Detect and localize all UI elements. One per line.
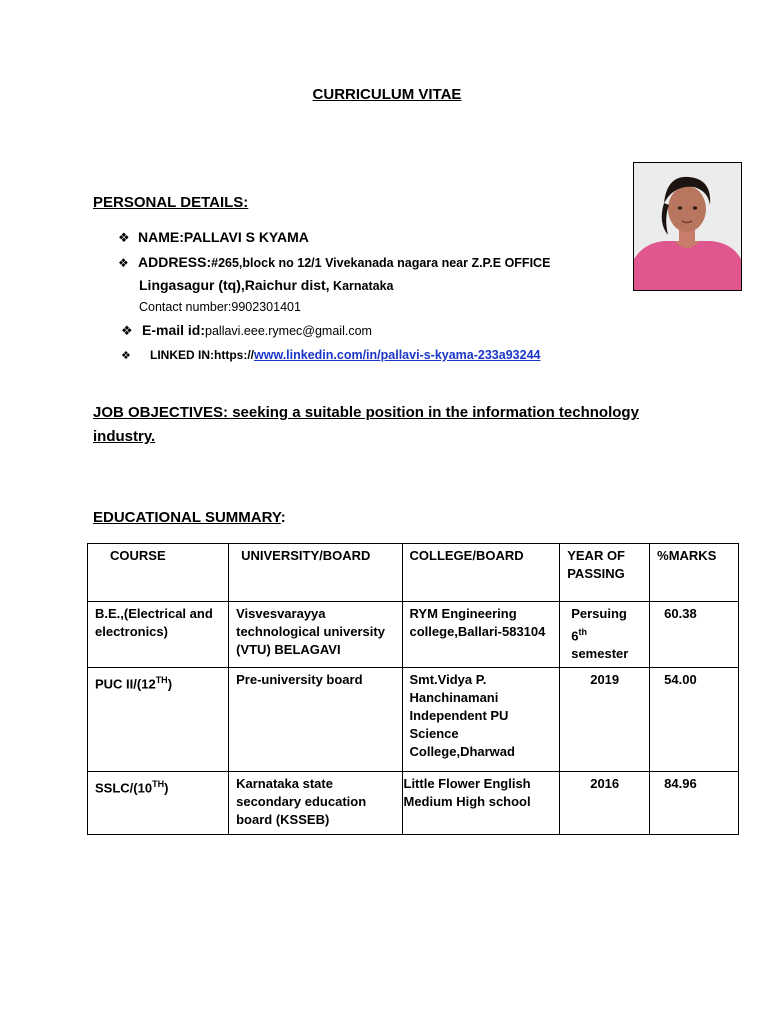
table-row — [88, 602, 739, 668]
cell-marks: 54.00 — [650, 668, 739, 772]
education-table — [87, 543, 739, 835]
linkedin-label: LINKED IN:https:// — [150, 348, 254, 362]
educational-summary-colon: : — [280, 509, 286, 526]
educational-summary-title: EDUCATIONAL SUMMARY — [93, 509, 281, 526]
profile-photo — [633, 162, 742, 291]
cell-college: Smt.Vidya P. Hanchinamani Independent PU Science College,Dharwad — [402, 668, 560, 772]
job-objectives — [93, 401, 673, 449]
document-title: CURRICULUM VITAE — [312, 86, 462, 103]
name-label: NAME: — [138, 229, 184, 245]
cell-board: Visvesvarayya technological university (VTU) BELAGAVI — [229, 602, 402, 668]
contact-number: Contact number:9902301401 — [139, 300, 301, 314]
cell-course — [88, 668, 229, 772]
table-row — [88, 668, 739, 772]
header-course: COURSE — [88, 544, 229, 602]
course-end: ) — [164, 780, 169, 796]
cell-college: RYM Engineering college,Ballari-583104 — [402, 602, 560, 668]
cell-course: B.E.,(Electrical and electronics) — [88, 602, 229, 668]
educational-summary-heading — [93, 509, 286, 526]
job-objectives-label: JOB OBJECTIVES: — [93, 404, 229, 421]
header-marks: %MARKS — [650, 544, 739, 602]
email-row — [121, 322, 372, 340]
job-objectives-text: seeking a suitable position in the information technology industry. — [93, 404, 639, 445]
table-row — [88, 772, 739, 835]
diamond-bullet-icon: ❖ — [118, 256, 129, 270]
cell-year: 2019 — [560, 668, 650, 772]
header-college: COLLEGE/BOARD — [402, 544, 560, 602]
address-line2-bold: Lingasagur (tq),Raichur dist, — [139, 277, 330, 293]
table-header-row — [88, 544, 739, 602]
diamond-bullet-icon: ❖ — [121, 350, 131, 362]
year-main: Persuing 6 — [571, 606, 627, 644]
course-main: PUC II/(12 — [95, 676, 156, 692]
course-sup: TH — [152, 779, 165, 790]
profile-photo-image — [634, 163, 741, 290]
course-main: SSLC/(10 — [95, 780, 153, 796]
cell-marks: 84.96 — [650, 772, 739, 835]
course-sup: TH — [155, 675, 168, 686]
course-end: ) — [167, 676, 173, 692]
address-line2-row — [139, 277, 394, 295]
cell-year — [560, 602, 650, 668]
year-sup: th — [578, 627, 587, 637]
address-label: ADDRESS: — [138, 254, 212, 270]
header-university: UNIVERSITY/BOARD — [229, 544, 402, 602]
diamond-bullet-icon: ❖ — [121, 323, 133, 338]
email-value: pallavi.eee.rymec@gmail.com — [205, 324, 372, 338]
cell-year: 2016 — [560, 772, 650, 835]
diamond-bullet-icon: ❖ — [118, 230, 130, 245]
cell-board: Pre-university board — [229, 668, 402, 772]
linkedin-link[interactable]: www.linkedin.com/in/pallavi-s-kyama-233a93244 — [254, 348, 541, 362]
cell-college: Little Flower English Medium High school — [402, 772, 560, 835]
address-line1: #265,block no 12/1 Vivekanada nagara near Z.P.E OFFICE — [211, 256, 551, 270]
cell-marks: 60.38 — [650, 602, 739, 668]
header-year: YEAR OF PASSING — [560, 544, 650, 602]
personal-details-heading: PERSONAL DETAILS: — [93, 194, 249, 211]
year-rest: semester — [571, 646, 629, 662]
email-label: E-mail id: — [142, 322, 206, 338]
cell-course — [88, 772, 229, 835]
address-row — [118, 254, 550, 272]
linkedin-row — [121, 346, 540, 364]
address-line2-rest: Karnataka — [329, 279, 394, 293]
name-value: PALLAVI S KYAMA — [183, 229, 309, 245]
name-row — [118, 229, 309, 247]
cell-board: Karnataka state secondary education board (KSSEB) — [229, 772, 402, 835]
